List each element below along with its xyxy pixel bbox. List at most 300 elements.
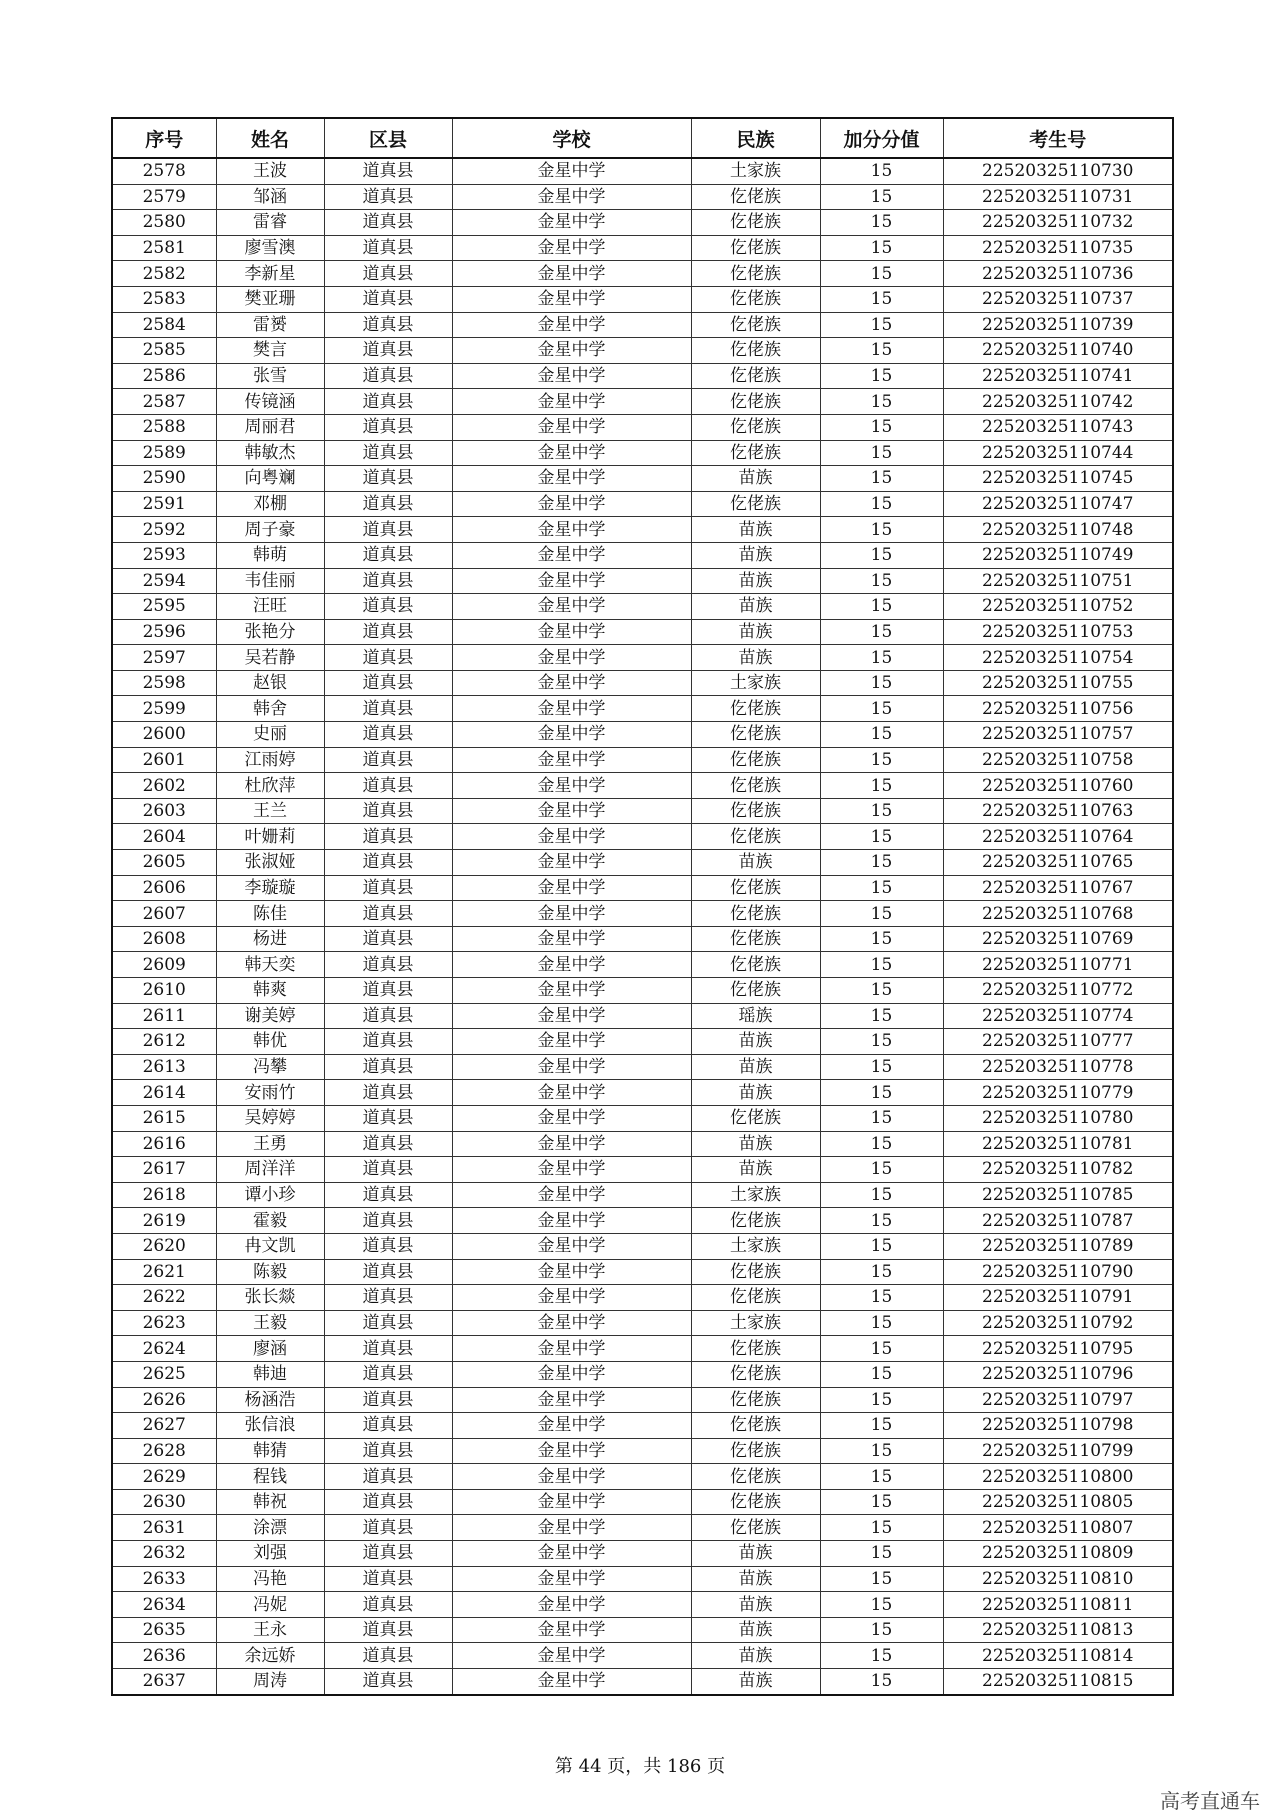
cell-exam-number: 22520325110790 <box>943 1259 1173 1285</box>
cell-school: 金星中学 <box>452 645 691 671</box>
cell-name: 杨涵浩 <box>216 1387 324 1413</box>
cell-serial: 2596 <box>112 619 216 645</box>
table-row <box>112 1566 1173 1592</box>
cell-county: 道真县 <box>324 1259 452 1285</box>
page-number: 第 44 页，共 186 页 <box>554 1756 726 1777</box>
cell-exam-number: 22520325110807 <box>943 1515 1173 1541</box>
cell-serial: 2600 <box>112 722 216 748</box>
cell-county: 道真县 <box>324 312 452 338</box>
cell-school: 金星中学 <box>452 1157 691 1183</box>
cell-ethnicity: 仡佬族 <box>691 312 820 338</box>
cell-exam-number: 22520325110787 <box>943 1208 1173 1234</box>
cell-bonus: 15 <box>820 235 943 261</box>
cell-serial: 2605 <box>112 850 216 876</box>
cell-exam-number: 22520325110815 <box>943 1669 1173 1695</box>
cell-name: 杨进 <box>216 926 324 952</box>
cell-county: 道真县 <box>324 235 452 261</box>
cell-county: 道真县 <box>324 1592 452 1618</box>
cell-bonus: 15 <box>820 1464 943 1490</box>
table-row <box>112 1310 1173 1336</box>
cell-name: 周洋洋 <box>216 1157 324 1183</box>
cell-school: 金星中学 <box>452 1413 691 1439</box>
cell-bonus: 15 <box>820 338 943 364</box>
cell-school: 金星中学 <box>452 235 691 261</box>
table-row <box>112 338 1173 364</box>
cell-serial: 2594 <box>112 568 216 594</box>
cell-bonus: 15 <box>820 1566 943 1592</box>
cell-bonus: 15 <box>820 926 943 952</box>
cell-county: 道真县 <box>324 1208 452 1234</box>
table-row <box>112 158 1173 184</box>
cell-exam-number: 22520325110779 <box>943 1080 1173 1106</box>
cell-bonus: 15 <box>820 1259 943 1285</box>
table-row <box>112 235 1173 261</box>
cell-ethnicity: 苗族 <box>691 1541 820 1567</box>
table-row <box>112 1515 1173 1541</box>
table-row <box>112 1336 1173 1362</box>
cell-bonus: 15 <box>820 491 943 517</box>
cell-serial: 2599 <box>112 696 216 722</box>
header-exam-number: 考生号 <box>943 118 1173 158</box>
cell-school: 金星中学 <box>452 1003 691 1029</box>
cell-bonus: 15 <box>820 286 943 312</box>
table-row <box>112 1182 1173 1208</box>
cell-ethnicity: 仡佬族 <box>691 978 820 1004</box>
cell-exam-number: 22520325110778 <box>943 1054 1173 1080</box>
cell-name: 邹涵 <box>216 184 324 210</box>
cell-school: 金星中学 <box>452 1208 691 1234</box>
cell-serial: 2595 <box>112 594 216 620</box>
cell-school: 金星中学 <box>452 1105 691 1131</box>
table-body <box>112 158 1173 1695</box>
table-row <box>112 670 1173 696</box>
cell-school: 金星中学 <box>452 210 691 236</box>
cell-exam-number: 22520325110760 <box>943 773 1173 799</box>
cell-ethnicity: 仡佬族 <box>691 1438 820 1464</box>
table-row <box>112 926 1173 952</box>
cell-school: 金星中学 <box>452 1259 691 1285</box>
cell-name: 江雨婷 <box>216 747 324 773</box>
table-row <box>112 1080 1173 1106</box>
cell-county: 道真县 <box>324 901 452 927</box>
cell-exam-number: 22520325110736 <box>943 261 1173 287</box>
cell-serial: 2602 <box>112 773 216 799</box>
cell-school: 金星中学 <box>452 824 691 850</box>
cell-serial: 2613 <box>112 1054 216 1080</box>
cell-serial: 2619 <box>112 1208 216 1234</box>
cell-school: 金星中学 <box>452 1669 691 1695</box>
cell-name: 韩猜 <box>216 1438 324 1464</box>
cell-serial: 2621 <box>112 1259 216 1285</box>
cell-ethnicity: 仡佬族 <box>691 1413 820 1439</box>
cell-bonus: 15 <box>820 875 943 901</box>
cell-ethnicity: 土家族 <box>691 1233 820 1259</box>
cell-name: 杜欣萍 <box>216 773 324 799</box>
cell-name: 韩舍 <box>216 696 324 722</box>
table-row <box>112 210 1173 236</box>
cell-name: 廖涵 <box>216 1336 324 1362</box>
cell-name: 廖雪澳 <box>216 235 324 261</box>
table-row <box>112 389 1173 415</box>
cell-exam-number: 22520325110752 <box>943 594 1173 620</box>
table-row <box>112 1643 1173 1669</box>
cell-ethnicity: 苗族 <box>691 1029 820 1055</box>
table-row <box>112 798 1173 824</box>
cell-serial: 2636 <box>112 1643 216 1669</box>
cell-county: 道真县 <box>324 1285 452 1311</box>
cell-county: 道真县 <box>324 978 452 1004</box>
cell-ethnicity: 土家族 <box>691 670 820 696</box>
cell-serial: 2580 <box>112 210 216 236</box>
cell-exam-number: 22520325110814 <box>943 1643 1173 1669</box>
table-row <box>112 1131 1173 1157</box>
cell-bonus: 15 <box>820 1285 943 1311</box>
cell-serial: 2626 <box>112 1387 216 1413</box>
table-row <box>112 1285 1173 1311</box>
cell-school: 金星中学 <box>452 594 691 620</box>
cell-serial: 2624 <box>112 1336 216 1362</box>
cell-exam-number: 22520325110747 <box>943 491 1173 517</box>
cell-name: 李璇璇 <box>216 875 324 901</box>
cell-exam-number: 22520325110781 <box>943 1131 1173 1157</box>
cell-exam-number: 22520325110744 <box>943 440 1173 466</box>
cell-exam-number: 22520325110797 <box>943 1387 1173 1413</box>
cell-school: 金星中学 <box>452 389 691 415</box>
cell-bonus: 15 <box>820 978 943 1004</box>
cell-school: 金星中学 <box>452 1592 691 1618</box>
cell-exam-number: 22520325110782 <box>943 1157 1173 1183</box>
cell-ethnicity: 仡佬族 <box>691 722 820 748</box>
cell-bonus: 15 <box>820 952 943 978</box>
cell-bonus: 15 <box>820 1541 943 1567</box>
cell-county: 道真县 <box>324 1105 452 1131</box>
cell-ethnicity: 苗族 <box>691 1669 820 1695</box>
cell-bonus: 15 <box>820 1054 943 1080</box>
cell-county: 道真县 <box>324 594 452 620</box>
cell-bonus: 15 <box>820 1438 943 1464</box>
cell-ethnicity: 仡佬族 <box>691 1285 820 1311</box>
cell-name: 周子豪 <box>216 517 324 543</box>
cell-name: 雷睿 <box>216 210 324 236</box>
cell-serial: 2623 <box>112 1310 216 1336</box>
cell-bonus: 15 <box>820 466 943 492</box>
table-row <box>112 645 1173 671</box>
cell-exam-number: 22520325110753 <box>943 619 1173 645</box>
cell-exam-number: 22520325110740 <box>943 338 1173 364</box>
cell-school: 金星中学 <box>452 850 691 876</box>
cell-county: 道真县 <box>324 1566 452 1592</box>
cell-name: 安雨竹 <box>216 1080 324 1106</box>
table-row <box>112 594 1173 620</box>
cell-ethnicity: 仡佬族 <box>691 338 820 364</box>
cell-name: 樊亚珊 <box>216 286 324 312</box>
cell-county: 道真县 <box>324 1387 452 1413</box>
cell-name: 张艳分 <box>216 619 324 645</box>
cell-exam-number: 22520325110769 <box>943 926 1173 952</box>
cell-school: 金星中学 <box>452 798 691 824</box>
cell-exam-number: 22520325110730 <box>943 158 1173 184</box>
cell-exam-number: 22520325110774 <box>943 1003 1173 1029</box>
cell-ethnicity: 仡佬族 <box>691 363 820 389</box>
cell-school: 金星中学 <box>452 1336 691 1362</box>
cell-school: 金星中学 <box>452 312 691 338</box>
cell-school: 金星中学 <box>452 1489 691 1515</box>
cell-county: 道真县 <box>324 926 452 952</box>
cell-school: 金星中学 <box>452 773 691 799</box>
header-county: 区县 <box>324 118 452 158</box>
cell-bonus: 15 <box>820 158 943 184</box>
cell-bonus: 15 <box>820 184 943 210</box>
cell-bonus: 15 <box>820 1361 943 1387</box>
table-row <box>112 773 1173 799</box>
cell-county: 道真县 <box>324 875 452 901</box>
cell-school: 金星中学 <box>452 338 691 364</box>
cell-bonus: 15 <box>820 696 943 722</box>
table-row <box>112 850 1173 876</box>
cell-ethnicity: 苗族 <box>691 594 820 620</box>
cell-name: 吴婷婷 <box>216 1105 324 1131</box>
cell-name: 冉文凯 <box>216 1233 324 1259</box>
cell-bonus: 15 <box>820 1336 943 1362</box>
cell-name: 王勇 <box>216 1131 324 1157</box>
cell-ethnicity: 仡佬族 <box>691 901 820 927</box>
cell-name: 韩优 <box>216 1029 324 1055</box>
cell-serial: 2591 <box>112 491 216 517</box>
cell-serial: 2622 <box>112 1285 216 1311</box>
cell-serial: 2617 <box>112 1157 216 1183</box>
cell-ethnicity: 仡佬族 <box>691 696 820 722</box>
cell-ethnicity: 仡佬族 <box>691 926 820 952</box>
table-row <box>112 1592 1173 1618</box>
cell-county: 道真县 <box>324 619 452 645</box>
cell-ethnicity: 苗族 <box>691 1617 820 1643</box>
table-row <box>112 722 1173 748</box>
cell-ethnicity: 苗族 <box>691 1054 820 1080</box>
table-row <box>112 1541 1173 1567</box>
cell-serial: 2637 <box>112 1669 216 1695</box>
cell-serial: 2593 <box>112 542 216 568</box>
cell-county: 道真县 <box>324 1003 452 1029</box>
cell-school: 金星中学 <box>452 517 691 543</box>
cell-ethnicity: 苗族 <box>691 619 820 645</box>
table-row <box>112 952 1173 978</box>
table-row <box>112 184 1173 210</box>
cell-county: 道真县 <box>324 568 452 594</box>
cell-serial: 2597 <box>112 645 216 671</box>
cell-school: 金星中学 <box>452 978 691 1004</box>
cell-bonus: 15 <box>820 363 943 389</box>
table-row <box>112 696 1173 722</box>
cell-name: 陈佳 <box>216 901 324 927</box>
cell-exam-number: 22520325110811 <box>943 1592 1173 1618</box>
cell-county: 道真县 <box>324 798 452 824</box>
cell-ethnicity: 仡佬族 <box>691 824 820 850</box>
cell-ethnicity: 仡佬族 <box>691 184 820 210</box>
cell-exam-number: 22520325110772 <box>943 978 1173 1004</box>
cell-ethnicity: 苗族 <box>691 568 820 594</box>
table-row <box>112 1464 1173 1490</box>
cell-exam-number: 22520325110764 <box>943 824 1173 850</box>
cell-exam-number: 22520325110765 <box>943 850 1173 876</box>
cell-ethnicity: 土家族 <box>691 158 820 184</box>
cell-exam-number: 22520325110795 <box>943 1336 1173 1362</box>
cell-school: 金星中学 <box>452 875 691 901</box>
table-row <box>112 1029 1173 1055</box>
cell-serial: 2608 <box>112 926 216 952</box>
cell-ethnicity: 仡佬族 <box>691 798 820 824</box>
cell-serial: 2603 <box>112 798 216 824</box>
cell-school: 金星中学 <box>452 466 691 492</box>
cell-ethnicity: 土家族 <box>691 1182 820 1208</box>
cell-serial: 2615 <box>112 1105 216 1131</box>
cell-exam-number: 22520325110741 <box>943 363 1173 389</box>
cell-serial: 2589 <box>112 440 216 466</box>
cell-bonus: 15 <box>820 747 943 773</box>
cell-ethnicity: 仡佬族 <box>691 389 820 415</box>
cell-bonus: 15 <box>820 901 943 927</box>
cell-school: 金星中学 <box>452 1285 691 1311</box>
cell-bonus: 15 <box>820 824 943 850</box>
cell-school: 金星中学 <box>452 568 691 594</box>
cell-name: 向粤斓 <box>216 466 324 492</box>
table-row <box>112 1233 1173 1259</box>
cell-name: 霍毅 <box>216 1208 324 1234</box>
cell-ethnicity: 苗族 <box>691 1566 820 1592</box>
cell-serial: 2604 <box>112 824 216 850</box>
cell-serial: 2630 <box>112 1489 216 1515</box>
cell-school: 金星中学 <box>452 1233 691 1259</box>
cell-ethnicity: 仡佬族 <box>691 1489 820 1515</box>
cell-school: 金星中学 <box>452 1617 691 1643</box>
cell-bonus: 15 <box>820 1310 943 1336</box>
cell-serial: 2618 <box>112 1182 216 1208</box>
cell-serial: 2607 <box>112 901 216 927</box>
cell-name: 叶姗莉 <box>216 824 324 850</box>
cell-ethnicity: 苗族 <box>691 542 820 568</box>
cell-county: 道真县 <box>324 542 452 568</box>
cell-bonus: 15 <box>820 542 943 568</box>
cell-bonus: 15 <box>820 517 943 543</box>
student-list-table <box>111 117 1174 1696</box>
table-row <box>112 1413 1173 1439</box>
cell-bonus: 15 <box>820 1669 943 1695</box>
cell-name: 周涛 <box>216 1669 324 1695</box>
table-row <box>112 1438 1173 1464</box>
cell-ethnicity: 仡佬族 <box>691 440 820 466</box>
cell-serial: 2634 <box>112 1592 216 1618</box>
cell-school: 金星中学 <box>452 1131 691 1157</box>
cell-school: 金星中学 <box>452 184 691 210</box>
cell-exam-number: 22520325110789 <box>943 1233 1173 1259</box>
cell-county: 道真县 <box>324 1233 452 1259</box>
cell-county: 道真县 <box>324 1029 452 1055</box>
cell-ethnicity: 仡佬族 <box>691 875 820 901</box>
cell-county: 道真县 <box>324 1336 452 1362</box>
cell-name: 涂漂 <box>216 1515 324 1541</box>
cell-county: 道真县 <box>324 722 452 748</box>
cell-bonus: 15 <box>820 850 943 876</box>
cell-name: 史丽 <box>216 722 324 748</box>
cell-school: 金星中学 <box>452 1643 691 1669</box>
cell-bonus: 15 <box>820 798 943 824</box>
cell-bonus: 15 <box>820 261 943 287</box>
cell-exam-number: 22520325110792 <box>943 1310 1173 1336</box>
cell-name: 韩天奕 <box>216 952 324 978</box>
cell-ethnicity: 仡佬族 <box>691 1336 820 1362</box>
cell-name: 韩萌 <box>216 542 324 568</box>
cell-exam-number: 22520325110737 <box>943 286 1173 312</box>
cell-bonus: 15 <box>820 568 943 594</box>
cell-county: 道真县 <box>324 466 452 492</box>
cell-bonus: 15 <box>820 722 943 748</box>
cell-serial: 2625 <box>112 1361 216 1387</box>
cell-exam-number: 22520325110768 <box>943 901 1173 927</box>
table-row <box>112 875 1173 901</box>
cell-name: 王永 <box>216 1617 324 1643</box>
table-row <box>112 1208 1173 1234</box>
cell-name: 冯攀 <box>216 1054 324 1080</box>
cell-school: 金星中学 <box>452 1310 691 1336</box>
header-serial: 序号 <box>112 118 216 158</box>
cell-school: 金星中学 <box>452 926 691 952</box>
cell-school: 金星中学 <box>452 1515 691 1541</box>
cell-bonus: 15 <box>820 1233 943 1259</box>
cell-ethnicity: 仡佬族 <box>691 952 820 978</box>
cell-ethnicity: 苗族 <box>691 517 820 543</box>
cell-ethnicity: 仡佬族 <box>691 261 820 287</box>
cell-school: 金星中学 <box>452 1182 691 1208</box>
cell-ethnicity: 仡佬族 <box>691 210 820 236</box>
cell-bonus: 15 <box>820 773 943 799</box>
table-row <box>112 1003 1173 1029</box>
cell-exam-number: 22520325110809 <box>943 1541 1173 1567</box>
cell-bonus: 15 <box>820 1489 943 1515</box>
cell-name: 吴若静 <box>216 645 324 671</box>
cell-serial: 2606 <box>112 875 216 901</box>
cell-school: 金星中学 <box>452 1566 691 1592</box>
cell-serial: 2614 <box>112 1080 216 1106</box>
cell-county: 道真县 <box>324 1541 452 1567</box>
cell-county: 道真县 <box>324 1489 452 1515</box>
cell-county: 道真县 <box>324 1157 452 1183</box>
cell-name: 雷赟 <box>216 312 324 338</box>
cell-ethnicity: 苗族 <box>691 466 820 492</box>
cell-exam-number: 22520325110731 <box>943 184 1173 210</box>
table-row <box>112 286 1173 312</box>
cell-county: 道真县 <box>324 1361 452 1387</box>
cell-exam-number: 22520325110743 <box>943 414 1173 440</box>
cell-ethnicity: 仡佬族 <box>691 286 820 312</box>
cell-county: 道真县 <box>324 1413 452 1439</box>
cell-county: 道真县 <box>324 1054 452 1080</box>
cell-bonus: 15 <box>820 1592 943 1618</box>
cell-serial: 2584 <box>112 312 216 338</box>
cell-county: 道真县 <box>324 952 452 978</box>
cell-county: 道真县 <box>324 1310 452 1336</box>
cell-bonus: 15 <box>820 1515 943 1541</box>
cell-school: 金星中学 <box>452 747 691 773</box>
cell-ethnicity: 仡佬族 <box>691 1387 820 1413</box>
cell-exam-number: 22520325110780 <box>943 1105 1173 1131</box>
table-row <box>112 1617 1173 1643</box>
cell-school: 金星中学 <box>452 1464 691 1490</box>
cell-exam-number: 22520325110756 <box>943 696 1173 722</box>
watermark: 高考直通车 <box>1160 1789 1260 1813</box>
cell-school: 金星中学 <box>452 1387 691 1413</box>
cell-ethnicity: 仡佬族 <box>691 1208 820 1234</box>
cell-name: 张淑娅 <box>216 850 324 876</box>
cell-name: 汪旺 <box>216 594 324 620</box>
